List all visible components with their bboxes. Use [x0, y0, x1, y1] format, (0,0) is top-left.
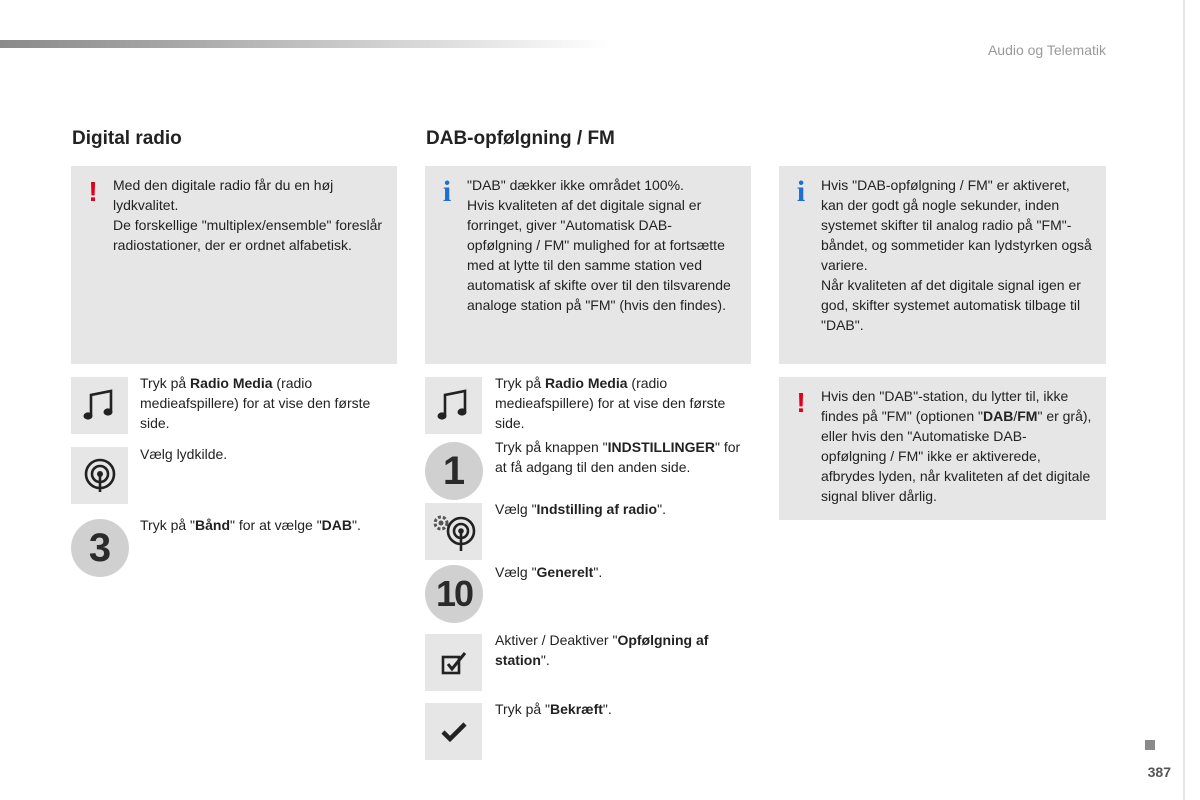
- middle-step-3-text: Vælg "Indstilling af radio".: [495, 501, 666, 517]
- page-edge-rule: [1183, 0, 1185, 800]
- step-circle-3: 3: [71, 519, 129, 577]
- middle-step-1-text: Tryk på Radio Media (radio medieafspillere) for at vise den første side.: [495, 375, 726, 431]
- warning-note-text: Hvis den "DAB"-station, du lytter til, ikke findes på "FM" (optionen "DAB/FM" er grå), eller hvis den "Automatiske DAB-opfølgning / FM" ikke er aktiverede, afbrydes lyden, når kvaliteten af det digitale signal bliver dårlig.: [821, 388, 1092, 504]
- music-note-icon: [71, 377, 128, 434]
- checkbox-icon: [425, 634, 482, 691]
- checkmark-icon: [425, 703, 482, 760]
- middle-step-6-text: Tryk på "Bekræft".: [495, 701, 612, 717]
- dab-fm-warning-note: [779, 377, 1106, 520]
- music-note-icon: [425, 377, 482, 434]
- radio-settings-icon: [425, 503, 482, 560]
- info-note-text: Hvis "DAB-opfølgning / FM" er aktiveret, kan der godt gå nogle sekunder, inden systemet skifter til analog radio på "FM"-båndet, og sommetider kan lydstyrken også variere. Når kvaliteten af det digitale signal igen er god, skifter systemet automatisk tilbage til "DAB".: [821, 177, 1092, 333]
- warning-note-text: Med den digitale radio får du en høj lydkvalitet. De forskellige "multiplex/ensemble" foreslår radiostationer, der er ordnet alfabetisk.: [113, 177, 383, 253]
- info-icon: i: [796, 175, 806, 208]
- header-gradient-bar: [0, 40, 610, 48]
- dab-info-note: [425, 166, 751, 364]
- radio-source-icon: [71, 447, 128, 504]
- page-number: 387: [1147, 764, 1171, 780]
- middle-step-5-text: Aktiver / Deaktiver "Opfølgning af station".: [495, 632, 709, 668]
- dab-fm-info-note: [779, 166, 1106, 364]
- step-circle-1: 1: [425, 442, 483, 500]
- middle-step-4-text: Vælg "Generelt".: [495, 564, 603, 580]
- info-icon: i: [442, 175, 452, 208]
- digital-radio-heading: Digital radio: [72, 128, 182, 149]
- dab-fm-heading: DAB-opfølgning / FM: [426, 128, 615, 149]
- left-step-3-text: Tryk på "Bånd" for at vælge "DAB".: [140, 517, 361, 533]
- warning-icon: !: [796, 387, 806, 418]
- page-marker: [1145, 740, 1155, 750]
- step-circle-10: 10: [425, 565, 483, 623]
- left-step-2-text: Vælg lydkilde.: [140, 446, 228, 462]
- info-note-text: "DAB" dækker ikke området 100%. Hvis kvaliteten af det digitale signal er forringet, giver "Automatisk DAB-opfølgning / FM" mulighed for at fortsætte med at lytte til den samme station ved automatisk af skifte over til den tilsvarende analoge station på "FM" (hvis den findes).: [467, 177, 731, 313]
- section-title: Audio og Telematik: [987, 42, 1106, 58]
- warning-icon: !: [88, 176, 98, 207]
- middle-step-2-text: Tryk på knappen "INDSTILLINGER" for at få adgang til den anden side.: [495, 439, 741, 475]
- digital-radio-warning-note: [71, 166, 397, 364]
- left-step-1-text: Tryk på Radio Media (radio medieafspillere) for at vise den første side.: [140, 375, 371, 431]
